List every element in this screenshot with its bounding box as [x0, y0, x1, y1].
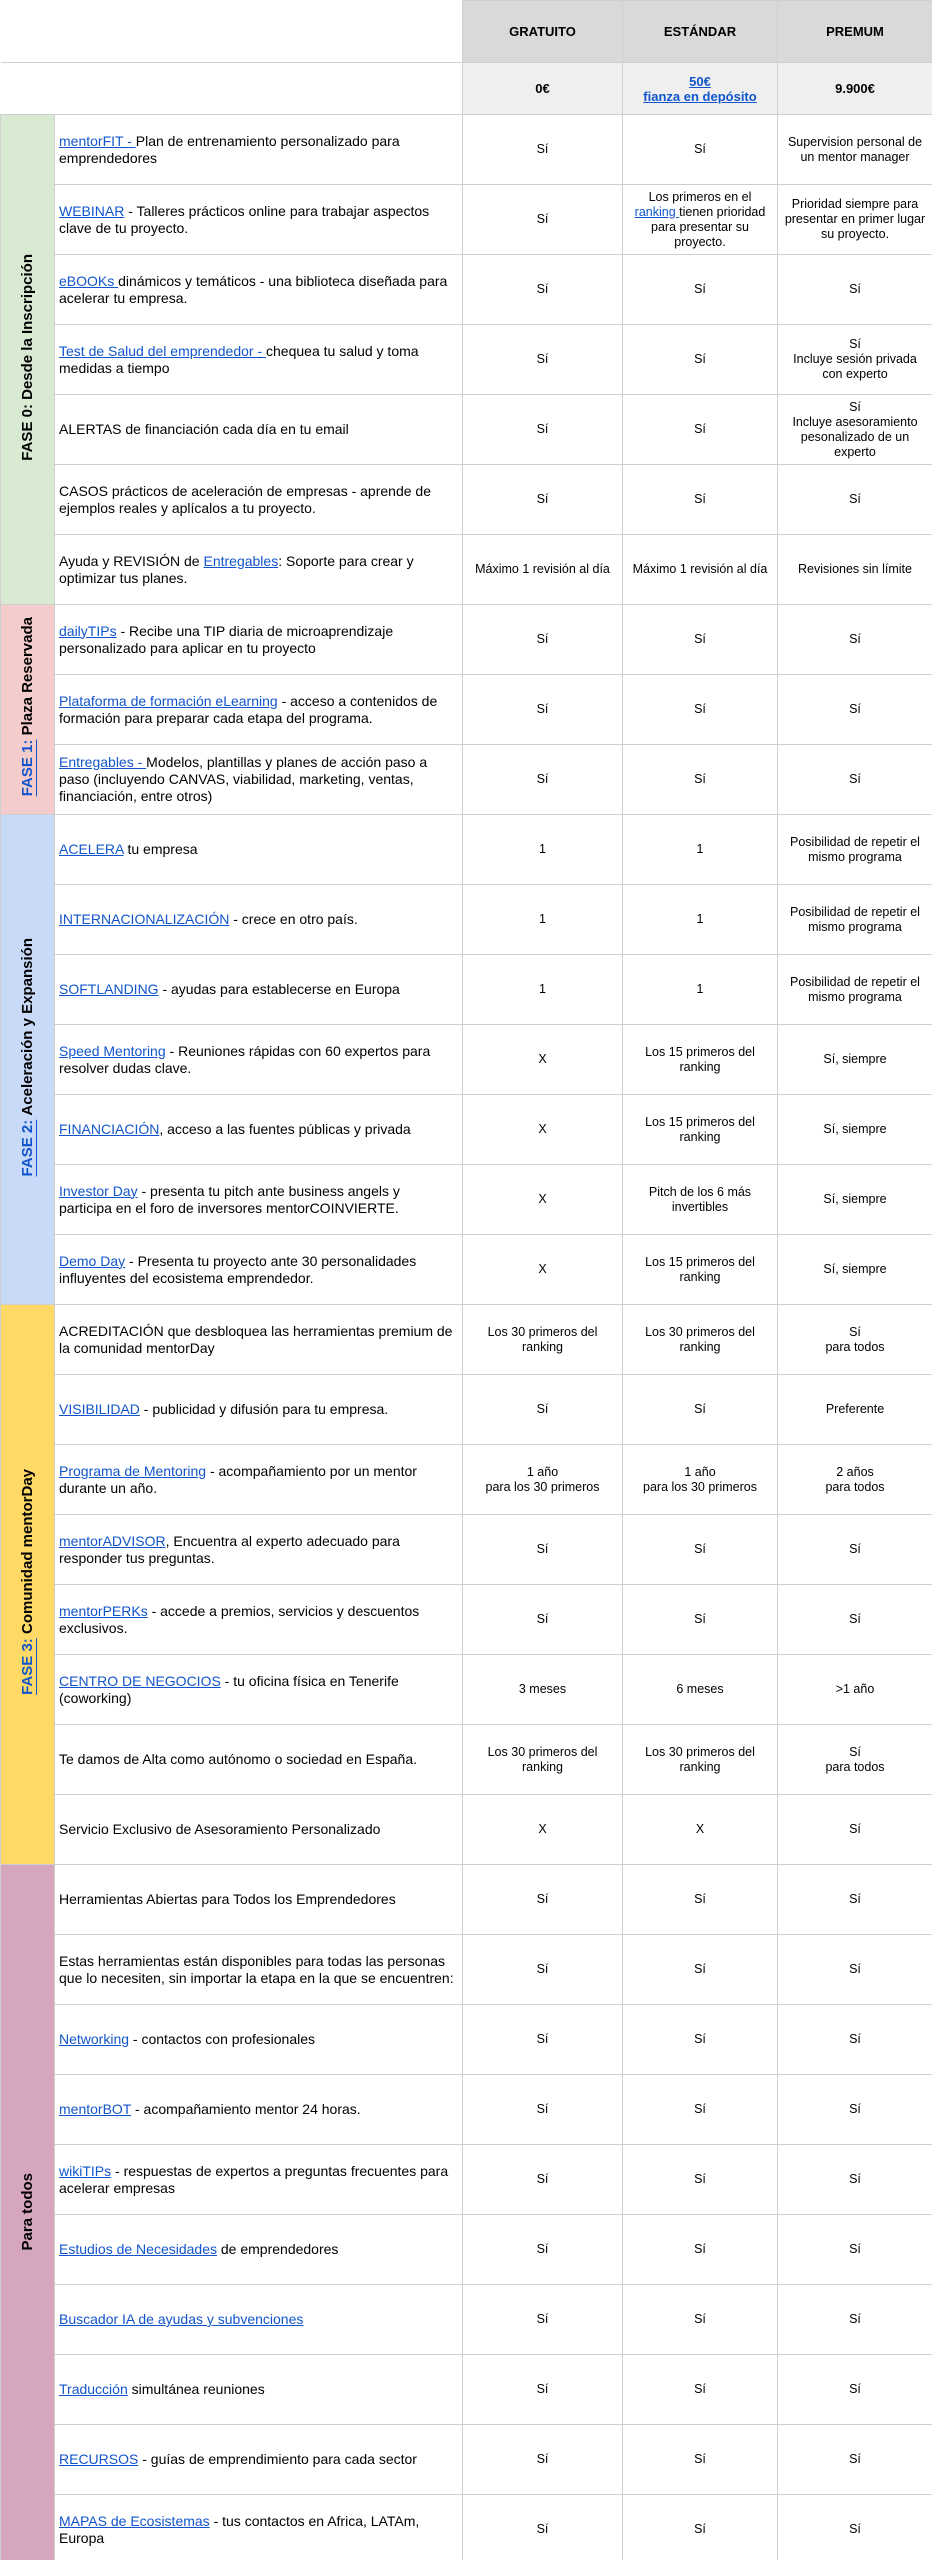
- value-gratuito: Sí: [463, 185, 623, 255]
- feature-description: Ayuda y REVISIÓN de Entregables: Soporte para crear y optimizar tus planes.: [55, 535, 463, 605]
- value-gratuito: X: [463, 1795, 623, 1865]
- value-estandar: 1 año para los 30 primeros: [623, 1445, 778, 1515]
- feature-description: Test de Salud del emprendedor - chequea tu salud y toma medidas a tiempo: [55, 325, 463, 395]
- table-row: [1, 2215, 932, 2285]
- table-row: [1, 1725, 932, 1795]
- table-row: [1, 535, 932, 605]
- feature-link[interactable]: eBOOKs: [59, 272, 119, 289]
- value-gratuito: 1: [463, 815, 623, 885]
- value-premium: Sí: [778, 1865, 932, 1935]
- value-premium: Sí: [778, 745, 932, 815]
- feature-description: SOFTLANDING - ayudas para establecerse en Europa: [55, 955, 463, 1025]
- feature-link[interactable]: Networking: [59, 2031, 130, 2047]
- value-gratuito: Sí: [463, 2495, 623, 2560]
- table-row: [1, 675, 932, 745]
- feature-description: Demo Day - Presenta tu proyecto ante 30 personalidades influyentes del ecosistema emprendedor.: [55, 1235, 463, 1305]
- table-row: [1, 2355, 932, 2425]
- feature-link[interactable]: wikiTIPs: [59, 2162, 112, 2179]
- table-row: [1, 1305, 932, 1375]
- value-premium: Sí: [778, 2145, 932, 2215]
- value-gratuito: Sí: [463, 465, 623, 535]
- phase-2-label: FASE 2: Aceleración y Expansión: [1, 815, 55, 1305]
- table-row: [1, 815, 932, 885]
- feature-link[interactable]: Entregables -: [59, 754, 147, 770]
- value-premium: Sí Incluye asesoramiento pesonalizado de un experto: [778, 395, 932, 465]
- value-premium: Sí: [778, 465, 932, 535]
- value-gratuito: Sí: [463, 2075, 623, 2145]
- feature-link[interactable]: Demo Day: [59, 1252, 126, 1269]
- value-estandar: Sí: [623, 465, 778, 535]
- value-gratuito: Sí: [463, 1375, 623, 1445]
- phase-3-label: FASE 3: Comunidad mentorDay: [1, 1305, 55, 1865]
- feature-link[interactable]: VISIBILIDAD: [59, 1401, 140, 1417]
- value-gratuito: X: [463, 1095, 623, 1165]
- table-row: [1, 885, 932, 955]
- value-estandar: Sí: [623, 2495, 778, 2560]
- value-premium: Supervision personal de un mentor manager: [778, 115, 932, 185]
- value-estandar: Sí: [623, 1935, 778, 2005]
- feature-description: MAPAS de Ecosistemas - tus contactos en Africa, LATAm, Europa: [55, 2495, 463, 2560]
- value-estandar: Sí: [623, 675, 778, 745]
- column-header-gratuito: GRATUITO: [463, 1, 623, 63]
- table-row: [1, 1935, 932, 2005]
- value-estandar: Sí: [623, 2215, 778, 2285]
- value-estandar: Los 15 primeros del ranking: [623, 1095, 778, 1165]
- feature-description: INTERNACIONALIZACIÓN - crece en otro país.: [55, 885, 463, 955]
- feature-link[interactable]: Programa de Mentoring: [59, 1462, 207, 1479]
- feature-link[interactable]: Plataforma de formación eLearning: [59, 692, 278, 709]
- value-gratuito: Sí: [463, 2005, 623, 2075]
- feature-link[interactable]: Buscador IA de ayudas y subvenciones: [59, 2311, 304, 2327]
- feature-description: Te damos de Alta como autónomo o sociedad en España.: [55, 1725, 463, 1795]
- value-estandar: 1: [623, 955, 778, 1025]
- value-premium: Sí: [778, 675, 932, 745]
- feature-description: mentorADVISOR, Encuentra al experto adecuado para responder tus preguntas.: [55, 1515, 463, 1585]
- value-estandar: Los 30 primeros del ranking: [623, 1725, 778, 1795]
- value-premium: Sí: [778, 605, 932, 675]
- value-estandar: 6 meses: [623, 1655, 778, 1725]
- table-row: [1, 115, 932, 185]
- feature-description: RECURSOS - guías de emprendimiento para cada sector: [55, 2425, 463, 2495]
- table-row: [1, 1235, 932, 1305]
- value-premium: Sí: [778, 2285, 932, 2355]
- value-gratuito: X: [463, 1165, 623, 1235]
- value-gratuito: Sí: [463, 2425, 623, 2495]
- feature-description: FINANCIACIÓN, acceso a las fuentes públicas y privada: [55, 1095, 463, 1165]
- feature-link[interactable]: ACELERA: [59, 841, 124, 857]
- phase-link[interactable]: FASE 3:: [19, 1638, 36, 1695]
- feature-description: Networking - contactos con profesionales: [55, 2005, 463, 2075]
- feature-link[interactable]: WEBINAR: [59, 202, 125, 219]
- phase-1-label: FASE 1: Plaza Reservada: [1, 605, 55, 815]
- table-row: [1, 1375, 932, 1445]
- value-gratuito: 1: [463, 955, 623, 1025]
- table-row: [1, 255, 932, 325]
- value-gratuito: Sí: [463, 675, 623, 745]
- table-row: [1, 2005, 932, 2075]
- value-gratuito: X: [463, 1025, 623, 1095]
- value-premium: Posibilidad de repetir el mismo programa: [778, 885, 932, 955]
- feature-description: CASOS prácticos de aceleración de empresas - aprende de ejemplos reales y aplícalos a tu proyecto.: [55, 465, 463, 535]
- price-estandar: [623, 63, 778, 115]
- value-gratuito: Sí: [463, 1585, 623, 1655]
- value-premium: Sí Incluye sesión privada con experto: [778, 325, 932, 395]
- value-gratuito: Los 30 primeros del ranking: [463, 1725, 623, 1795]
- feature-link[interactable]: mentorADVISOR: [59, 1532, 166, 1549]
- feature-link[interactable]: MAPAS de Ecosistemas: [59, 2512, 210, 2529]
- table-row: [1, 1445, 932, 1515]
- value-estandar: Los 30 primeros del ranking: [623, 1305, 778, 1375]
- value-premium: Posibilidad de repetir el mismo programa: [778, 955, 932, 1025]
- value-estandar: Sí: [623, 2005, 778, 2075]
- table-row: [1, 955, 932, 1025]
- feature-description: Herramientas Abiertas para Todos los Emprendedores: [55, 1865, 463, 1935]
- table-row: [1, 1585, 932, 1655]
- value-estandar: Sí: [623, 1585, 778, 1655]
- feature-link[interactable]: Investor Day: [59, 1182, 138, 1199]
- value-premium: Sí para todos: [778, 1725, 932, 1795]
- value-premium: Preferente: [778, 1375, 932, 1445]
- table-row: [1, 1795, 932, 1865]
- header-row: [1, 1, 932, 63]
- table-row: [1, 2425, 932, 2495]
- table-row: [1, 2145, 932, 2215]
- feature-description: [55, 2285, 463, 2355]
- value-gratuito: Sí: [463, 605, 623, 675]
- feature-link[interactable]: mentorBOT: [59, 2101, 132, 2117]
- value-premium: Sí: [778, 1935, 932, 2005]
- value-premium: Sí: [778, 1795, 932, 1865]
- feature-description: ACELERA tu empresa: [55, 815, 463, 885]
- table-row: [1, 325, 932, 395]
- feature-description: Plataforma de formación eLearning - acceso a contenidos de formación para preparar cada etapa del programa.: [55, 675, 463, 745]
- feature-link[interactable]: dailyTIPs: [59, 622, 117, 639]
- column-header-premium: PREMUM: [778, 1, 932, 63]
- feature-link[interactable]: Speed Mentoring: [59, 1042, 166, 1059]
- feature-description: Speed Mentoring - Reuniones rápidas con 60 expertos para resolver dudas clave.: [55, 1025, 463, 1095]
- phase-link[interactable]: FASE 1:: [19, 739, 36, 797]
- value-estandar: Sí: [623, 2075, 778, 2145]
- value-gratuito: Sí: [463, 2145, 623, 2215]
- value-estandar: Sí: [623, 2425, 778, 2495]
- table-row: [1, 605, 932, 675]
- value-premium: Sí: [778, 2215, 932, 2285]
- value-gratuito: 3 meses: [463, 1655, 623, 1725]
- value-premium: 2 años para todos: [778, 1445, 932, 1515]
- value-gratuito: Sí: [463, 325, 623, 395]
- value-gratuito: 1 año para los 30 primeros: [463, 1445, 623, 1515]
- value-premium: Sí: [778, 2425, 932, 2495]
- value-gratuito: Sí: [463, 2215, 623, 2285]
- value-gratuito: Sí: [463, 395, 623, 465]
- value-estandar: Sí: [623, 2355, 778, 2425]
- feature-description: Traducción simultánea reuniones: [55, 2355, 463, 2425]
- ranking-link[interactable]: ranking: [634, 204, 680, 219]
- table-row: [1, 1025, 932, 1095]
- value-estandar: Sí: [623, 1375, 778, 1445]
- feature-description: Servicio Exclusivo de Asesoramiento Personalizado: [55, 1795, 463, 1865]
- feature-link[interactable]: Estudios de Necesidades: [59, 2241, 217, 2257]
- price-blank: [1, 63, 463, 115]
- value-estandar: Sí: [623, 2285, 778, 2355]
- value-estandar: Sí: [623, 2145, 778, 2215]
- value-premium: Posibilidad de repetir el mismo programa: [778, 815, 932, 885]
- value-gratuito: Sí: [463, 745, 623, 815]
- value-estandar: Sí: [623, 1865, 778, 1935]
- price-premium: 9.900€: [778, 63, 932, 115]
- feature-description: wikiTIPs - respuestas de expertos a preguntas frecuentes para acelerar empresas: [55, 2145, 463, 2215]
- value-gratuito: Los 30 primeros del ranking: [463, 1305, 623, 1375]
- table-row: [1, 1165, 932, 1235]
- value-premium: Sí: [778, 2075, 932, 2145]
- feature-description: mentorPERKs - accede a premios, servicios y descuentos exclusivos.: [55, 1585, 463, 1655]
- value-estandar: X: [623, 1795, 778, 1865]
- feature-description: mentorBOT - acompañamiento mentor 24 horas.: [55, 2075, 463, 2145]
- value-estandar: 1: [623, 815, 778, 885]
- table-row: [1, 745, 932, 815]
- table-row: [1, 2495, 932, 2560]
- feature-link[interactable]: RECURSOS: [59, 2451, 139, 2467]
- value-estandar: Máximo 1 revisión al día: [623, 535, 778, 605]
- value-estandar: Sí: [623, 745, 778, 815]
- value-premium: Sí para todos: [778, 1305, 932, 1375]
- value-estandar: Los 15 primeros del ranking: [623, 1235, 778, 1305]
- value-gratuito: Sí: [463, 1865, 623, 1935]
- value-estandar: Sí: [623, 325, 778, 395]
- feature-description: Estas herramientas están disponibles para todas las personas que lo necesiten, sin importar la etapa en la que se encuentren:: [55, 1935, 463, 2005]
- value-gratuito: 1: [463, 885, 623, 955]
- feature-description: Programa de Mentoring - acompañamiento por un mentor durante un año.: [55, 1445, 463, 1515]
- table-row: [1, 185, 932, 255]
- feature-description: VISIBILIDAD - publicidad y difusión para tu empresa.: [55, 1375, 463, 1445]
- price-gratuito: 0€: [463, 63, 623, 115]
- value-estandar: Sí: [623, 395, 778, 465]
- feature-description: Investor Day - presenta tu pitch ante business angels y participa en el foro de inversores mentorCOINVIERTE.: [55, 1165, 463, 1235]
- feature-link[interactable]: mentorPERKs: [59, 1602, 148, 1619]
- feature-link[interactable]: Traducción: [59, 2381, 128, 2397]
- value-gratuito: Máximo 1 revisión al día: [463, 535, 623, 605]
- feature-link[interactable]: INTERNACIONALIZACIÓN: [59, 911, 230, 927]
- value-premium: Revisiones sin límite: [778, 535, 932, 605]
- value-estandar: Los primeros en el ranking tienen prioridad para presentar su proyecto.: [623, 185, 778, 255]
- value-gratuito: Sí: [463, 255, 623, 325]
- value-gratuito: X: [463, 1235, 623, 1305]
- price-estandar-link[interactable]: 50€ fianza en depósito: [643, 73, 757, 104]
- header-blank: [1, 1, 463, 63]
- table-row: [1, 395, 932, 465]
- value-premium: >1 año: [778, 1655, 932, 1725]
- phase-link[interactable]: FASE 2:: [19, 1119, 36, 1177]
- table-row: [1, 1655, 932, 1725]
- feature-description: Entregables - Modelos, plantillas y planes de acción paso a paso (incluyendo CANVAS, viabilidad, marketing, ventas, financiación, entre otros): [55, 745, 463, 815]
- value-gratuito: Sí: [463, 2285, 623, 2355]
- value-premium: Sí: [778, 2005, 932, 2075]
- column-header-estandar: ESTÁNDAR: [623, 1, 778, 63]
- feature-description: dailyTIPs - Recibe una TIP diaria de microaprendizaje personalizado para aplicar en tu proyecto: [55, 605, 463, 675]
- phase-0-label: FASE 0: Desde la Inscripción: [1, 115, 55, 605]
- value-gratuito: Sí: [463, 2355, 623, 2425]
- value-premium: Sí: [778, 255, 932, 325]
- value-gratuito: Sí: [463, 1935, 623, 2005]
- value-premium: Sí: [778, 2495, 932, 2560]
- value-estandar: Sí: [623, 605, 778, 675]
- value-estandar: Sí: [623, 115, 778, 185]
- feature-description: WEBINAR - Talleres prácticos online para trabajar aspectos clave de tu proyecto.: [55, 185, 463, 255]
- value-estandar: 1: [623, 885, 778, 955]
- feature-link[interactable]: SOFTLANDING: [59, 981, 159, 997]
- value-premium: Prioridad siempre para presentar en primer lugar su proyecto.: [778, 185, 932, 255]
- value-premium: Sí, siempre: [778, 1025, 932, 1095]
- feature-link[interactable]: Test de Salud del emprendedor -: [59, 342, 267, 359]
- value-gratuito: Sí: [463, 1515, 623, 1585]
- price-row: [1, 63, 932, 115]
- feature-link[interactable]: mentorFIT -: [59, 132, 136, 149]
- table-row: [1, 2075, 932, 2145]
- table-row: [1, 1865, 932, 1935]
- value-estandar: Sí: [623, 255, 778, 325]
- feature-description: CENTRO DE NEGOCIOS - tu oficina física en Tenerife (coworking): [55, 1655, 463, 1725]
- feature-link[interactable]: FINANCIACIÓN: [59, 1121, 160, 1137]
- value-gratuito: Sí: [463, 115, 623, 185]
- value-premium: Sí, siempre: [778, 1095, 932, 1165]
- value-premium: Sí: [778, 1515, 932, 1585]
- value-premium: Sí: [778, 2355, 932, 2425]
- feature-link[interactable]: Entregables: [203, 552, 279, 569]
- table-row: [1, 465, 932, 535]
- feature-link[interactable]: CENTRO DE NEGOCIOS: [59, 1672, 221, 1689]
- feature-description: Estudios de Necesidades de emprendedores: [55, 2215, 463, 2285]
- value-premium: Sí: [778, 1585, 932, 1655]
- feature-description: ACREDITACIÓN que desbloquea las herramientas premium de la comunidad mentorDay: [55, 1305, 463, 1375]
- value-estandar: Sí: [623, 1515, 778, 1585]
- phase-para-todos-label: Para todos: [1, 1865, 55, 2560]
- value-premium: Sí, siempre: [778, 1165, 932, 1235]
- feature-description: mentorFIT - Plan de entrenamiento personalizado para emprendedores: [55, 115, 463, 185]
- table-row: [1, 1095, 932, 1165]
- value-estandar: Pitch de los 6 más invertibles: [623, 1165, 778, 1235]
- feature-description: eBOOKs dinámicos y temáticos - una biblioteca diseñada para acelerar tu empresa.: [55, 255, 463, 325]
- table-row: [1, 1515, 932, 1585]
- value-estandar: Los 15 primeros del ranking: [623, 1025, 778, 1095]
- table-row: [1, 2285, 932, 2355]
- feature-description: ALERTAS de financiación cada día en tu email: [55, 395, 463, 465]
- value-premium: Sí, siempre: [778, 1235, 932, 1305]
